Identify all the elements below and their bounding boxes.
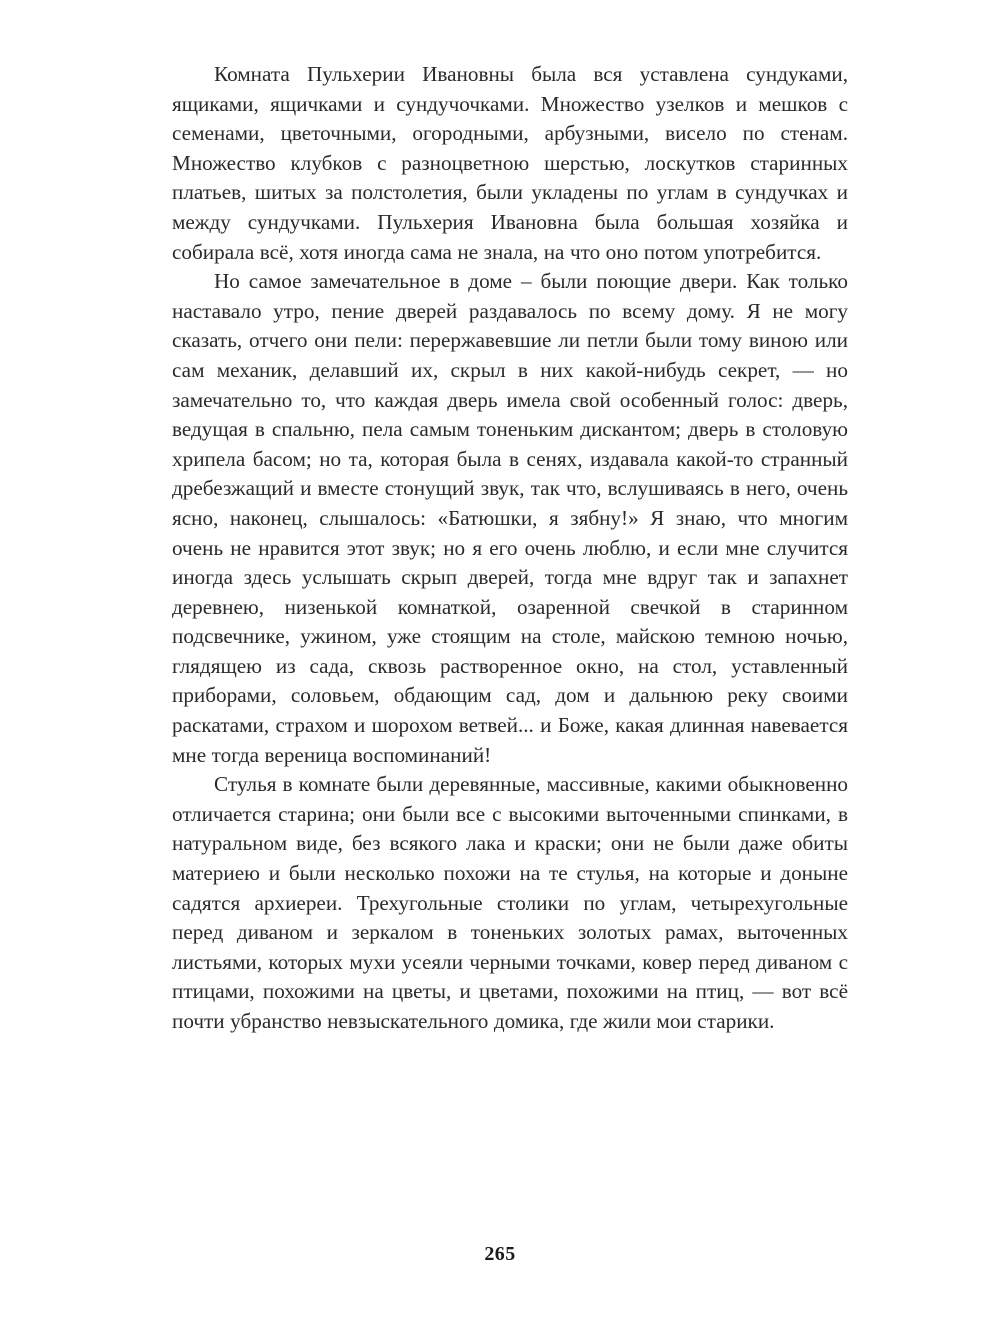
page-number: 265: [484, 1243, 516, 1265]
page-text-block: [172, 60, 848, 1037]
paragraph-3: Стулья в комнате были деревянные, массивные, какими обыкновенно отличается старина; они были все с высокими выточенными спинками, в натуральном виде, без всякого лака и краски; они не были даже обиты материею и были несколько похожи на те стулья, на которые и доныне садятся архиереи. Трехугольные столики по углам, четырехугольные перед диваном и зеркалом в тоненьких золотых рамах, выточенных листьями, которых мухи усеяли черными точками, ковер перед диваном с птицами, похожими на цветы, и цветами, похожими на птиц, — вот всё почти убранство невзыскательного домика, где жили мои старики.: [172, 772, 848, 1033]
paragraph-1: Комната Пульхерии Ивановны была вся уставлена сундуками, ящиками, ящичками и сундучочками. Множество узелков и мешков с семенами, цветочными, огородными, арбузными, висело по стенам. Множество клубков с разноцветною шерстью, лоскутков старинных платьев, шитых за полстолетия, были укладены по углам в сундучках и между сундучками. Пульхерия Ивановна была большая хозяйка и собирала всё, хотя иногда сама не знала, на что оно потом употребится.: [172, 62, 848, 264]
paragraph-2: Но самое замечательное в доме – были поющие двери. Как только наставало утро, пение дверей раздавалось по всему дому. Я не могу сказать, отчего они пели: перержавевшие ли петли были тому виною или сам механик, делавший их, скрыл в них какой-нибудь секрет, — но замечательно то, что каждая дверь имела свой особенный голос: дверь, ведущая в спальню, пела самым тоненьким дискантом; дверь в столовую хрипела басом; но та, которая была в сенях, издавала какой-то странный дребезжащий и вместе стонущий звук, так что, вслушиваясь в него, очень ясно, наконец, слышалось: «Батюшки, я зябну!» Я знаю, что многим очень не нравится этот звук; но я его очень люблю, и если мне случится иногда здесь услышать скрып дверей, тогда мне вдруг так и запахнет деревнею, низенькой комнаткой, озаренной свечкой в старинном подсвечнике, ужином, уже стоящим на столе, майскою темною ночью, глядящею из сада, сквозь растворенное окно, на стол, уставленный приборами, соловьем, обдающим сад, дом и дальнюю реку своими раскатами, страхом и шорохом ветвей... и Боже, какая длинная навевается мне тогда вереница воспоминаний!: [172, 269, 848, 767]
